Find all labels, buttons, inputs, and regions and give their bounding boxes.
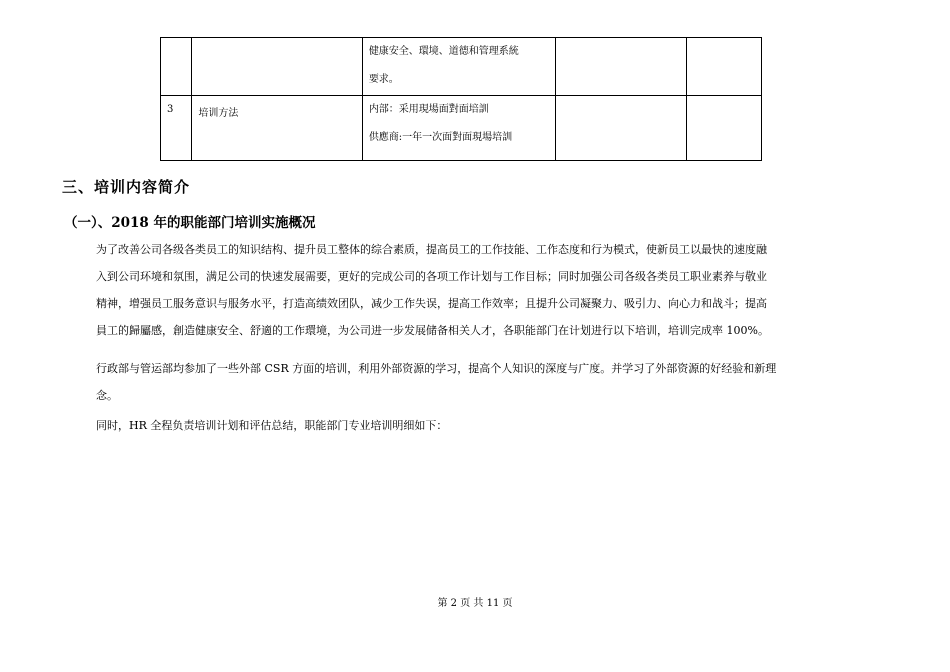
training-table	[160, 37, 762, 161]
content-line: 供應商:一年一次面對面現場培訓	[368, 132, 513, 143]
content-line: 要求。	[368, 74, 399, 85]
section-title: 三、培训内容简介	[62, 178, 191, 196]
row-extra-cell	[555, 96, 686, 161]
row-number-cell	[161, 38, 192, 96]
row-extra-cell	[686, 38, 761, 96]
row-extra-cell	[686, 96, 761, 161]
table-row	[161, 38, 762, 96]
paragraph-line: 入到公司环境和氛围，满足公司的快速发展需要，更好的完成公司的各项工作计划与工作目标；同时加强公司各级各类员工职业素养与敬业	[96, 270, 767, 283]
table-row	[161, 96, 762, 161]
paragraph-line: 員工的歸屬感，創造健康安全、舒適的工作環境，为公司进一步发展储备相关人才，各职能部门在计划进行以下培训，培训完成率 100%。	[96, 324, 769, 337]
row-extra-cell	[555, 38, 686, 96]
row-content-cell	[362, 96, 555, 161]
row-number-cell: 3	[161, 96, 192, 161]
row-content-cell	[362, 38, 555, 96]
paragraph-line: 念。	[96, 389, 118, 402]
subsection-title: （一）、2018 年的职能部门培训实施概况	[64, 215, 316, 231]
row-item-cell: 培训方法	[192, 96, 362, 161]
paragraph-hr-summary: 同时，HR 全程负责培训计划和评估总结，职能部门专业培训明细如下：	[96, 419, 448, 432]
paragraph-line: 为了改善公司各级各类员工的知识结构、提升员工整体的综合素质，提高员工的工作技能、工作态度和行为模式，使新员工以最快的速度融	[96, 243, 767, 256]
paragraph-overview	[96, 236, 924, 344]
paragraph-line: 行政部与管运部均参加了一些外部 CSR 方面的培训，利用外部资源的学习，提高个人知识的深度与广度。并学习了外部资源的好经验和新理	[96, 362, 777, 375]
paragraph-line: 精神，增强员工服务意识与服务水平，打造高绩效团队，减少工作失误，提高工作效率；且提升公司凝聚力、吸引力、向心力和战斗；提高	[96, 297, 767, 310]
paragraph-external-training	[96, 355, 924, 409]
content-line: 内部：采用現場面對面培訓	[368, 104, 489, 115]
content-line: 健康安全、環境、道德和管理系統	[368, 46, 519, 57]
page-footer: 第 2 页 共 11 页	[437, 598, 513, 609]
row-item-cell	[192, 38, 362, 96]
